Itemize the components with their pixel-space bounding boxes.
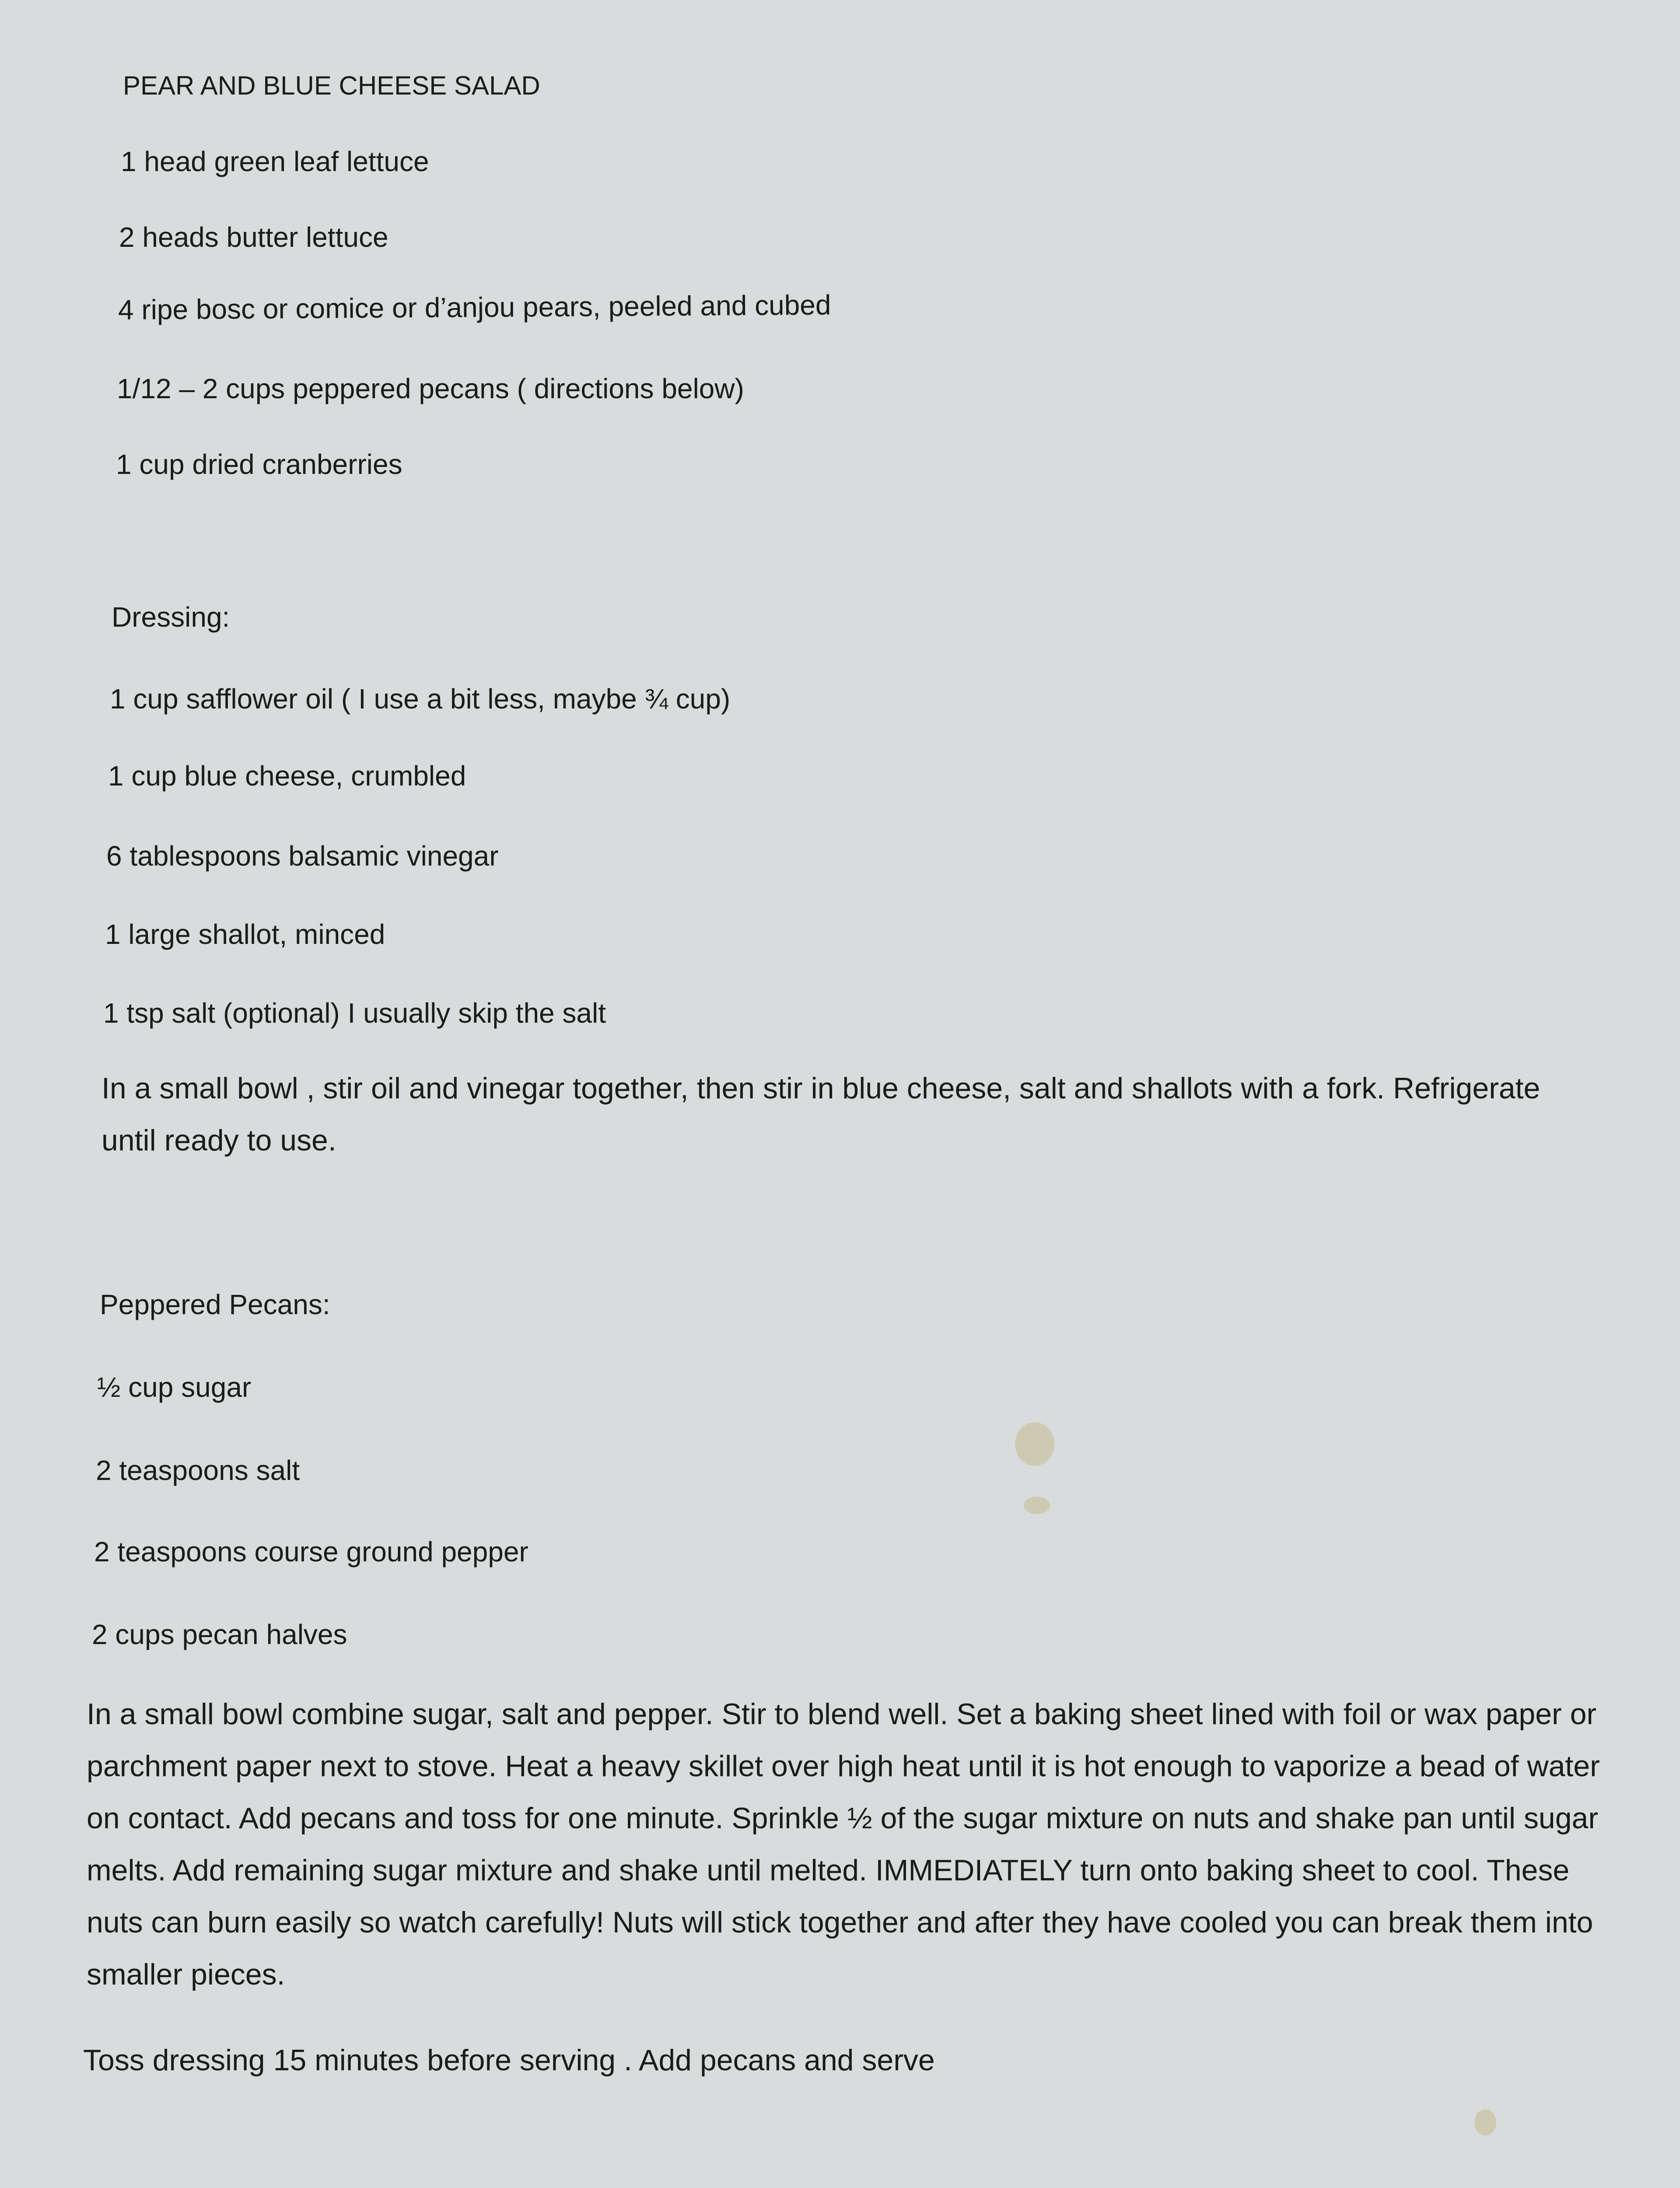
dressing-heading: Dressing: — [112, 601, 230, 633]
dressing-ingredient: 1 cup safflower oil ( I use a bit less, maybe ¾ cup) — [110, 683, 731, 715]
stain-mark — [1015, 1422, 1054, 1466]
dressing-ingredient: 1 large shallot, minced — [105, 919, 385, 950]
dressing-ingredient: 1 tsp salt (optional) I usually skip the salt — [103, 997, 606, 1029]
stain-mark — [1024, 1497, 1050, 1514]
salad-ingredient: 1 head green leaf lettuce — [121, 146, 429, 177]
salad-ingredient: 1/12 – 2 cups peppered pecans ( directions below) — [117, 373, 744, 404]
pecans-ingredient: 2 cups pecan halves — [92, 1619, 347, 1650]
dressing-ingredient: 1 cup blue cheese, crumbled — [108, 760, 466, 792]
pecans-ingredient: ½ cup sugar — [97, 1371, 252, 1403]
salad-ingredient: 4 ripe bosc or comice or d’anjou pears, peeled and cubed — [118, 289, 831, 326]
final-step: Toss dressing 15 minutes before serving . Add pecans and serve — [83, 2044, 935, 2077]
salad-ingredient: 1 cup dried cranberries — [116, 449, 402, 480]
dressing-ingredient: 6 tablespoons balsamic vinegar — [106, 840, 499, 872]
recipe-title: PEAR AND BLUE CHEESE SALAD — [123, 71, 540, 100]
stain-mark — [1474, 2109, 1496, 2135]
pecans-ingredient: 2 teaspoons salt — [96, 1455, 300, 1486]
salad-ingredient: 2 heads butter lettuce — [119, 221, 388, 253]
dressing-instructions: In a small bowl , stir oil and vinegar together, then stir in blue cheese, salt and shallots with a fork. Refrigerate until ready to use. — [102, 1072, 1540, 1157]
pecans-ingredient: 2 teaspoons course ground pepper — [94, 1536, 528, 1567]
pecans-instructions: In a small bowl combine sugar, salt and pepper. Stir to blend well. Set a baking sheet lined with foil or wax paper or parchment paper next to stove. Heat a heavy skillet over high heat until it is hot enough to vaporize a bead of water on contact. Add pecans and toss for one minute. Sprinkle ½ of the sugar mixture on nuts and shake pan until sugar melts. Add remaining sugar mixture and shake until melted. IMMEDIATELY turn onto baking sheet to cool. These nuts can burn easily so watch carefully! Nuts will stick together and after they have cooled you can break them into smaller pieces. — [87, 1697, 1600, 1991]
pecans-heading: Peppered Pecans: — [100, 1289, 330, 1320]
